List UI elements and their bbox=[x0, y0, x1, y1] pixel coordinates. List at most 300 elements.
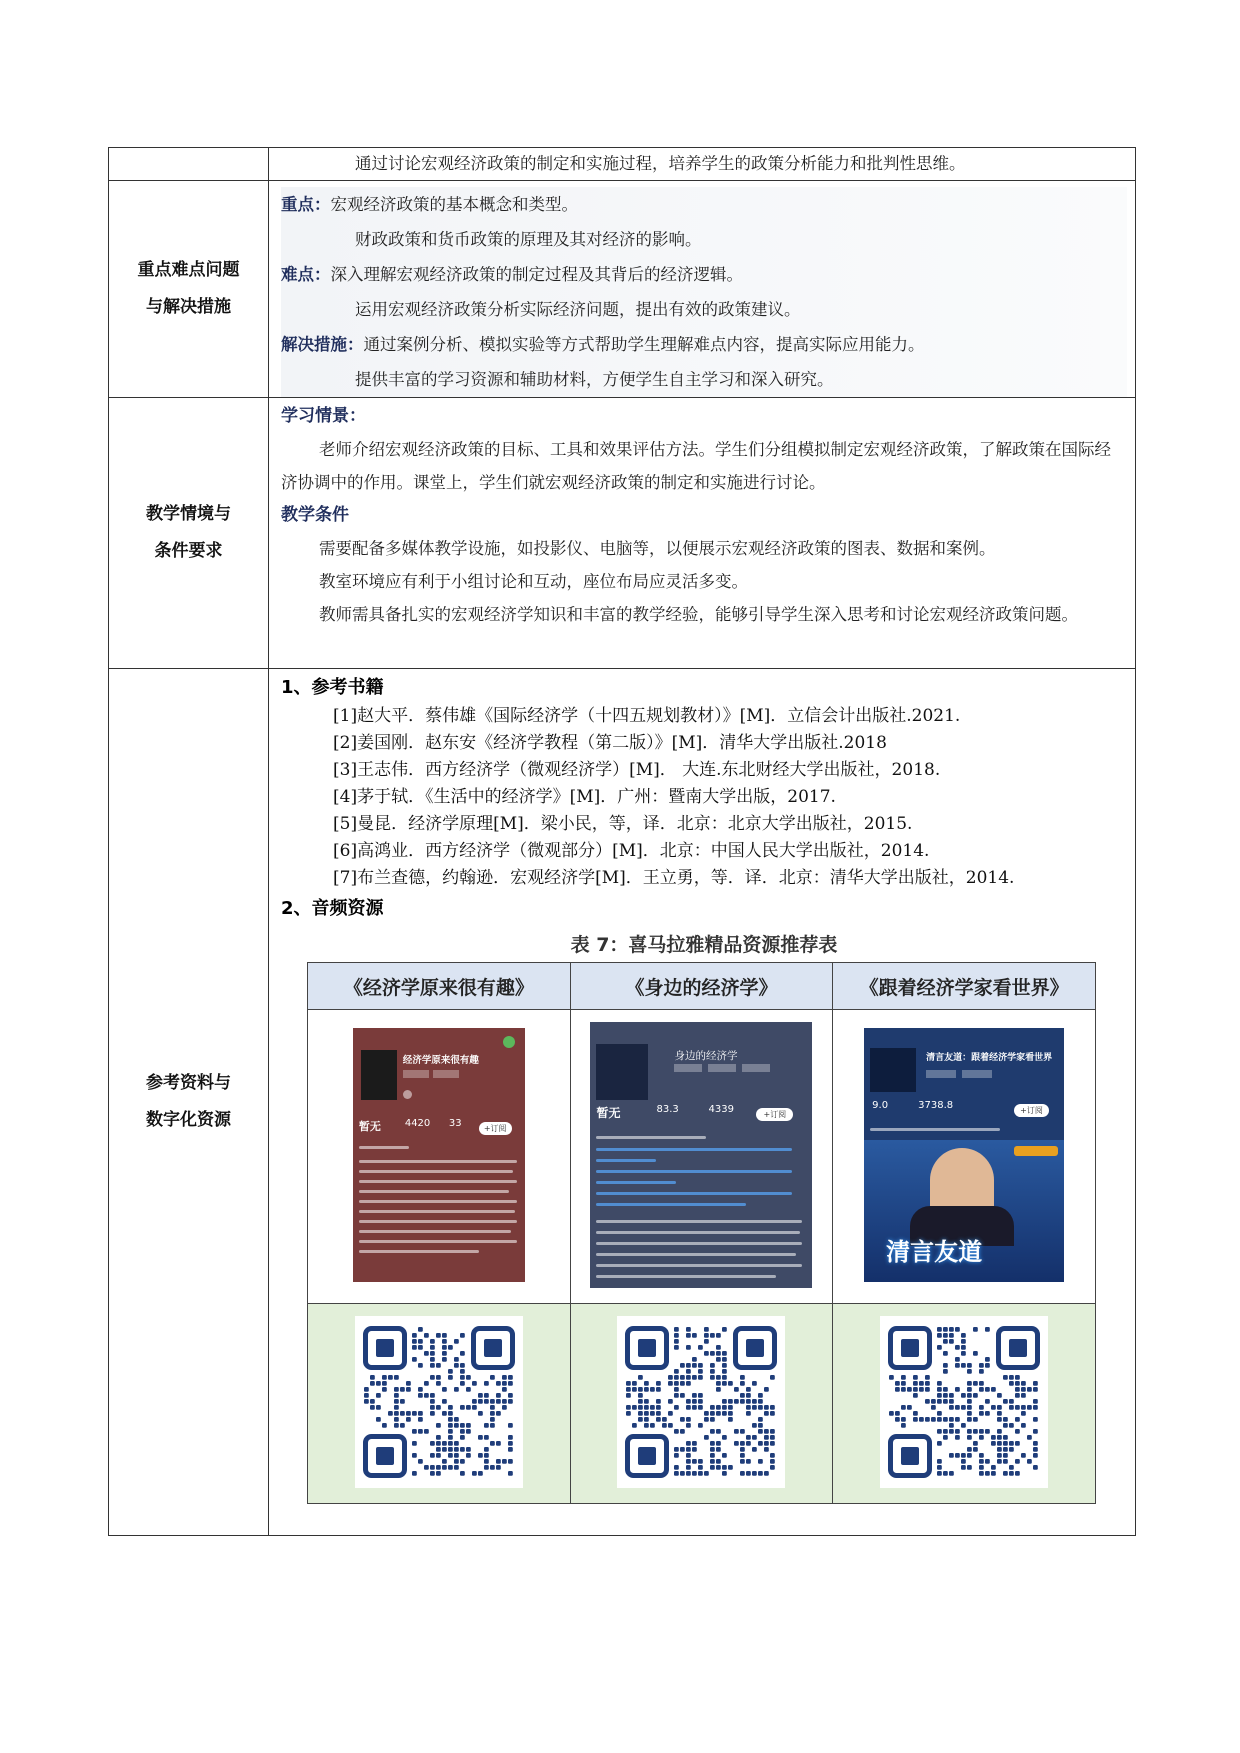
stat-2a: 83.3 bbox=[656, 1103, 679, 1115]
resource-qr-row bbox=[308, 1304, 1096, 1504]
qr-module bbox=[913, 1411, 918, 1416]
qr-module bbox=[418, 1417, 423, 1422]
qr-module bbox=[412, 1339, 417, 1344]
qr-module bbox=[448, 1411, 453, 1416]
tag-chip bbox=[708, 1064, 736, 1072]
qr-module bbox=[1015, 1375, 1020, 1380]
qr-module bbox=[722, 1357, 727, 1362]
qr-module bbox=[680, 1393, 685, 1398]
qr-module bbox=[991, 1435, 996, 1440]
qr-module bbox=[710, 1363, 715, 1368]
qr-module bbox=[502, 1399, 507, 1404]
link-line bbox=[596, 1203, 746, 1206]
qr-code-3-icon[interactable] bbox=[880, 1316, 1048, 1488]
qr-module bbox=[692, 1357, 697, 1362]
qr-module bbox=[967, 1393, 972, 1398]
qr-module bbox=[394, 1411, 399, 1416]
qr-module bbox=[985, 1429, 990, 1434]
qr-module bbox=[496, 1441, 501, 1446]
qr-module bbox=[478, 1399, 483, 1404]
qr-module bbox=[478, 1411, 483, 1416]
qr-module bbox=[698, 1345, 703, 1350]
qr-module bbox=[508, 1399, 513, 1404]
qr-module bbox=[466, 1447, 471, 1452]
qr-module bbox=[430, 1411, 435, 1416]
qr-module bbox=[1015, 1381, 1020, 1386]
resource-title-2: 《身边的经济学》 bbox=[570, 963, 833, 1010]
qr-cell-3 bbox=[833, 1304, 1096, 1504]
qr-module bbox=[656, 1405, 661, 1410]
qr-module bbox=[949, 1453, 954, 1458]
qr-module bbox=[490, 1441, 495, 1446]
qr-module bbox=[698, 1459, 703, 1464]
qr-module bbox=[698, 1399, 703, 1404]
qr-cell-2 bbox=[570, 1304, 833, 1504]
qr-module bbox=[770, 1465, 775, 1470]
qr-module bbox=[997, 1441, 1002, 1446]
author-2: 暂无 bbox=[596, 1105, 621, 1120]
link-line bbox=[596, 1170, 792, 1173]
qr-module bbox=[997, 1429, 1002, 1434]
qr-module bbox=[424, 1381, 429, 1386]
qr-module bbox=[430, 1465, 435, 1470]
tag-chip bbox=[674, 1064, 702, 1072]
qr-module bbox=[496, 1399, 501, 1404]
qr-module bbox=[638, 1387, 643, 1392]
qr-module bbox=[650, 1387, 655, 1392]
qr-module bbox=[692, 1447, 697, 1452]
subscribe-button-1[interactable]: +订阅 bbox=[479, 1122, 512, 1135]
qr-module bbox=[728, 1381, 733, 1386]
qr-module bbox=[472, 1471, 477, 1476]
qr-module bbox=[979, 1381, 984, 1386]
qr-module bbox=[442, 1465, 447, 1470]
qr-module bbox=[746, 1399, 751, 1404]
qr-module bbox=[484, 1459, 489, 1464]
qr-module bbox=[925, 1387, 930, 1392]
qr-module bbox=[370, 1399, 375, 1404]
qr-module bbox=[430, 1375, 435, 1380]
qr-module bbox=[418, 1339, 423, 1344]
qr-module bbox=[680, 1381, 685, 1386]
qr-module bbox=[1021, 1381, 1026, 1386]
qr-module bbox=[478, 1393, 483, 1398]
qr-module bbox=[698, 1465, 703, 1470]
label-line-1: 教学情境与 bbox=[146, 504, 231, 524]
qr-module bbox=[716, 1375, 721, 1380]
qr-module bbox=[698, 1405, 703, 1410]
qr-module bbox=[370, 1405, 375, 1410]
qr-module bbox=[698, 1423, 703, 1428]
qr-module bbox=[704, 1327, 709, 1332]
qr-module bbox=[454, 1387, 459, 1392]
qr-module bbox=[442, 1333, 447, 1338]
qr-module bbox=[490, 1375, 495, 1380]
qr-module bbox=[937, 1459, 942, 1464]
qr-module bbox=[436, 1333, 441, 1338]
qr-module bbox=[722, 1435, 727, 1440]
qr-module bbox=[1015, 1429, 1020, 1434]
text-line bbox=[596, 1231, 800, 1234]
qr-module bbox=[1009, 1471, 1014, 1476]
qr-module bbox=[662, 1423, 667, 1428]
qr-module bbox=[508, 1423, 513, 1428]
qr-module bbox=[943, 1333, 948, 1338]
qr-module bbox=[430, 1339, 435, 1344]
app-screenshot-3[interactable] bbox=[864, 1028, 1064, 1282]
qr-module bbox=[931, 1399, 936, 1404]
qr-module bbox=[508, 1393, 513, 1398]
difficulty-line-2: 运用宏观经济政策分析实际经济问题，提出有效的政策建议。 bbox=[281, 292, 1127, 327]
qr-module bbox=[746, 1393, 751, 1398]
qr-module bbox=[997, 1417, 1002, 1422]
qr-module bbox=[955, 1417, 960, 1422]
qr-module bbox=[931, 1405, 936, 1410]
qr-module bbox=[668, 1381, 673, 1386]
qr-module bbox=[656, 1387, 661, 1392]
qr-module bbox=[770, 1375, 775, 1380]
qr-module bbox=[466, 1387, 471, 1392]
qr-module bbox=[686, 1417, 691, 1422]
qr-module bbox=[638, 1417, 643, 1422]
qr-module bbox=[508, 1441, 513, 1446]
qr-module bbox=[937, 1393, 942, 1398]
qr-module bbox=[949, 1333, 954, 1338]
qr-module bbox=[656, 1411, 661, 1416]
qr-module bbox=[722, 1375, 727, 1380]
qr-module bbox=[1003, 1447, 1008, 1452]
qr-module bbox=[979, 1459, 984, 1464]
qr-module bbox=[943, 1327, 948, 1332]
qr-module bbox=[907, 1405, 912, 1410]
qr-module bbox=[752, 1447, 757, 1452]
qr-module bbox=[394, 1423, 399, 1428]
qr-module bbox=[442, 1399, 447, 1404]
qr-module bbox=[668, 1411, 673, 1416]
qr-module bbox=[674, 1387, 679, 1392]
qr-module bbox=[626, 1411, 631, 1416]
stat-1b: 33 bbox=[448, 1117, 462, 1129]
qr-module bbox=[698, 1471, 703, 1476]
qr-module bbox=[382, 1387, 387, 1392]
qr-module bbox=[1003, 1441, 1008, 1446]
qr-module bbox=[1027, 1459, 1032, 1464]
qr-module bbox=[490, 1423, 495, 1428]
album-cover-icon bbox=[870, 1048, 916, 1092]
book-cover-icon bbox=[596, 1044, 648, 1100]
qr-module bbox=[919, 1387, 924, 1392]
stat-3b: 3738.8 bbox=[918, 1099, 954, 1111]
qr-module bbox=[436, 1423, 441, 1428]
app-screenshot-2[interactable] bbox=[590, 1022, 812, 1288]
qr-module bbox=[460, 1351, 465, 1356]
qr-module bbox=[937, 1345, 942, 1350]
qr-module bbox=[710, 1375, 715, 1380]
qr-module bbox=[668, 1375, 673, 1380]
qr-module bbox=[985, 1327, 990, 1332]
qr-module bbox=[943, 1429, 948, 1434]
qr-module bbox=[406, 1411, 411, 1416]
qr-module bbox=[770, 1411, 775, 1416]
text-line bbox=[359, 1170, 513, 1173]
qr-module bbox=[686, 1459, 691, 1464]
qr-finder-center bbox=[638, 1339, 656, 1357]
qr-module bbox=[496, 1381, 501, 1386]
qr-module bbox=[370, 1381, 375, 1386]
qr-module bbox=[1021, 1411, 1026, 1416]
qr-module bbox=[686, 1333, 691, 1338]
qr-module bbox=[722, 1351, 727, 1356]
qr-module bbox=[716, 1465, 721, 1470]
qr-module bbox=[436, 1435, 441, 1440]
qr-module bbox=[686, 1423, 691, 1428]
qr-module bbox=[632, 1405, 637, 1410]
link-line bbox=[596, 1192, 792, 1195]
qr-module bbox=[955, 1363, 960, 1368]
qr-module bbox=[412, 1453, 417, 1458]
qr-module bbox=[484, 1447, 489, 1452]
qr-module bbox=[424, 1465, 429, 1470]
key-difficult-row bbox=[109, 181, 1136, 398]
qr-module bbox=[979, 1471, 984, 1476]
qr-module bbox=[460, 1459, 465, 1464]
teaching-context-cell bbox=[269, 398, 1136, 669]
qr-module bbox=[752, 1381, 757, 1386]
audio-heading: 2、音频资源 bbox=[281, 898, 384, 919]
qr-module bbox=[770, 1453, 775, 1458]
qr-module bbox=[442, 1351, 447, 1356]
qr-module bbox=[430, 1441, 435, 1446]
qr-module bbox=[937, 1411, 942, 1416]
qr-module bbox=[740, 1453, 745, 1458]
app-screenshot-1[interactable] bbox=[353, 1028, 525, 1282]
qr-finder-center bbox=[746, 1339, 764, 1357]
qr-module bbox=[502, 1381, 507, 1386]
subscribe-button-2[interactable]: +订阅 bbox=[756, 1108, 793, 1121]
qr-module bbox=[1003, 1417, 1008, 1422]
qr-module bbox=[508, 1381, 513, 1386]
qr-module bbox=[1009, 1405, 1014, 1410]
qr-module bbox=[740, 1393, 745, 1398]
qr-module bbox=[674, 1471, 679, 1476]
subscribe-button-3[interactable]: +订阅 bbox=[1014, 1104, 1049, 1117]
qr-module bbox=[674, 1453, 679, 1458]
qr-module bbox=[979, 1387, 984, 1392]
qr-module bbox=[436, 1447, 441, 1452]
qr-module bbox=[466, 1423, 471, 1428]
qr-module bbox=[364, 1387, 369, 1392]
qr-module bbox=[979, 1363, 984, 1368]
qr-module bbox=[502, 1375, 507, 1380]
link-line bbox=[596, 1148, 792, 1151]
qr-module bbox=[692, 1471, 697, 1476]
qr-module bbox=[412, 1357, 417, 1362]
qr-module bbox=[454, 1447, 459, 1452]
qr-module bbox=[454, 1465, 459, 1470]
qr-module bbox=[412, 1441, 417, 1446]
qr-module bbox=[722, 1381, 727, 1386]
qr-module bbox=[454, 1363, 459, 1368]
qr-module bbox=[746, 1435, 751, 1440]
qr-module bbox=[382, 1423, 387, 1428]
tag-chip bbox=[403, 1070, 429, 1078]
qr-module bbox=[925, 1417, 930, 1422]
qr-module bbox=[400, 1399, 405, 1404]
qr-module bbox=[985, 1459, 990, 1464]
qr-module bbox=[490, 1405, 495, 1410]
qr-module bbox=[704, 1339, 709, 1344]
qr-module bbox=[418, 1387, 423, 1392]
qr-module bbox=[704, 1471, 709, 1476]
link-line bbox=[596, 1159, 656, 1162]
qr-module bbox=[1009, 1465, 1014, 1470]
qr-finder-center bbox=[376, 1339, 394, 1357]
qr-module bbox=[919, 1381, 924, 1386]
qr-module bbox=[442, 1441, 447, 1446]
qr-module bbox=[430, 1399, 435, 1404]
text-line bbox=[359, 1230, 511, 1233]
qr-module bbox=[967, 1411, 972, 1416]
qr-module bbox=[979, 1435, 984, 1440]
qr-module bbox=[668, 1423, 673, 1428]
qr-module bbox=[728, 1399, 733, 1404]
qr-module bbox=[937, 1471, 942, 1476]
qr-module bbox=[710, 1429, 715, 1434]
label-line-2: 数字化资源 bbox=[146, 1110, 231, 1130]
qr-module bbox=[496, 1393, 501, 1398]
qr-module bbox=[394, 1405, 399, 1410]
qr-module bbox=[973, 1381, 978, 1386]
qr-module bbox=[692, 1405, 697, 1410]
qr-module bbox=[454, 1453, 459, 1458]
qr-module bbox=[764, 1441, 769, 1446]
stat-2b: 4339 bbox=[708, 1103, 734, 1115]
qr-module bbox=[644, 1399, 649, 1404]
qr-module bbox=[967, 1405, 972, 1410]
qr-module bbox=[758, 1393, 763, 1398]
qr-module bbox=[436, 1375, 441, 1380]
qr-module bbox=[454, 1423, 459, 1428]
qr-module bbox=[770, 1441, 775, 1446]
qr-module bbox=[704, 1417, 709, 1422]
references-label bbox=[109, 669, 269, 1536]
qr-module bbox=[973, 1429, 978, 1434]
qr-module bbox=[656, 1399, 661, 1404]
qr-module bbox=[895, 1387, 900, 1392]
book-4: [4]茅于轼．《生活中的经济学》[M]．广州：暨南大学出版，2017. bbox=[333, 787, 836, 807]
solution-text: 通过案例分析、模拟实验等方式帮助学生理解难点内容，提高实际应用能力。 bbox=[363, 335, 925, 354]
qr-module bbox=[758, 1471, 763, 1476]
qr-module bbox=[454, 1459, 459, 1464]
teaching-context-label bbox=[109, 398, 269, 669]
qr-module bbox=[376, 1393, 381, 1398]
qr-module bbox=[997, 1405, 1002, 1410]
qr-module bbox=[394, 1393, 399, 1398]
qr-module bbox=[644, 1411, 649, 1416]
qr-module bbox=[686, 1375, 691, 1380]
qr-module bbox=[430, 1471, 435, 1476]
qr-module bbox=[716, 1345, 721, 1350]
qr-module bbox=[1021, 1405, 1026, 1410]
difficulty-line bbox=[281, 257, 1127, 292]
qr-module bbox=[1015, 1441, 1020, 1446]
qr-module bbox=[508, 1435, 513, 1440]
qr-module bbox=[382, 1381, 387, 1386]
qr-module bbox=[1033, 1447, 1038, 1452]
qr-module bbox=[746, 1441, 751, 1446]
qr-code-2-icon[interactable] bbox=[617, 1316, 785, 1488]
avatar bbox=[403, 1090, 412, 1099]
qr-module bbox=[674, 1345, 679, 1350]
qr-code-1-icon[interactable] bbox=[355, 1316, 523, 1488]
book-cover-icon bbox=[361, 1050, 397, 1100]
qr-module bbox=[758, 1405, 763, 1410]
qr-module bbox=[740, 1381, 745, 1386]
qr-module bbox=[484, 1453, 489, 1458]
qr-finder-center bbox=[901, 1339, 919, 1357]
resource-header-row bbox=[308, 963, 1096, 1010]
qr-module bbox=[710, 1417, 715, 1422]
qr-module bbox=[436, 1453, 441, 1458]
text-line bbox=[596, 1264, 802, 1267]
qr-module bbox=[722, 1405, 727, 1410]
qr-module bbox=[901, 1381, 906, 1386]
qr-module bbox=[466, 1453, 471, 1458]
condition-text-1: 需要配备多媒体教学设施，如投影仪、电脑等，以便展示宏观经济政策的图表、数据和案例。 bbox=[319, 539, 996, 558]
text-line bbox=[596, 1220, 802, 1223]
qr-module bbox=[472, 1399, 477, 1404]
qr-module bbox=[626, 1405, 631, 1410]
qr-module bbox=[1015, 1393, 1020, 1398]
qr-module bbox=[728, 1417, 733, 1422]
qr-module bbox=[490, 1465, 495, 1470]
qr-module bbox=[1015, 1471, 1020, 1476]
qr-module bbox=[1009, 1423, 1014, 1428]
qr-module bbox=[937, 1465, 942, 1470]
qr-module bbox=[680, 1375, 685, 1380]
qr-module bbox=[728, 1411, 733, 1416]
text-line bbox=[359, 1180, 517, 1183]
qr-module bbox=[680, 1471, 685, 1476]
qr-module bbox=[949, 1429, 954, 1434]
qr-module bbox=[955, 1357, 960, 1362]
qr-module bbox=[949, 1399, 954, 1404]
qr-module bbox=[716, 1459, 721, 1464]
qr-module bbox=[1003, 1375, 1008, 1380]
qr-module bbox=[740, 1375, 745, 1380]
qr-module bbox=[412, 1471, 417, 1476]
qr-module bbox=[746, 1459, 751, 1464]
qr-module bbox=[638, 1405, 643, 1410]
share-icon bbox=[503, 1036, 515, 1048]
qr-module bbox=[752, 1435, 757, 1440]
qr-module bbox=[1033, 1417, 1038, 1422]
qr-module bbox=[668, 1399, 673, 1404]
book-6: [6]高鸿业．西方经济学（微观部分）[M]．北京：中国人民大学出版社，2014. bbox=[333, 841, 930, 861]
qr-module bbox=[1021, 1423, 1026, 1428]
qr-module bbox=[656, 1417, 661, 1422]
qr-module bbox=[638, 1399, 643, 1404]
qr-module bbox=[394, 1375, 399, 1380]
qr-module bbox=[430, 1393, 435, 1398]
qr-module bbox=[901, 1387, 906, 1392]
qr-module bbox=[961, 1453, 966, 1458]
qr-module bbox=[764, 1387, 769, 1392]
qr-module bbox=[650, 1423, 655, 1428]
qr-module bbox=[502, 1405, 507, 1410]
qr-module bbox=[632, 1423, 637, 1428]
qr-module bbox=[943, 1393, 948, 1398]
